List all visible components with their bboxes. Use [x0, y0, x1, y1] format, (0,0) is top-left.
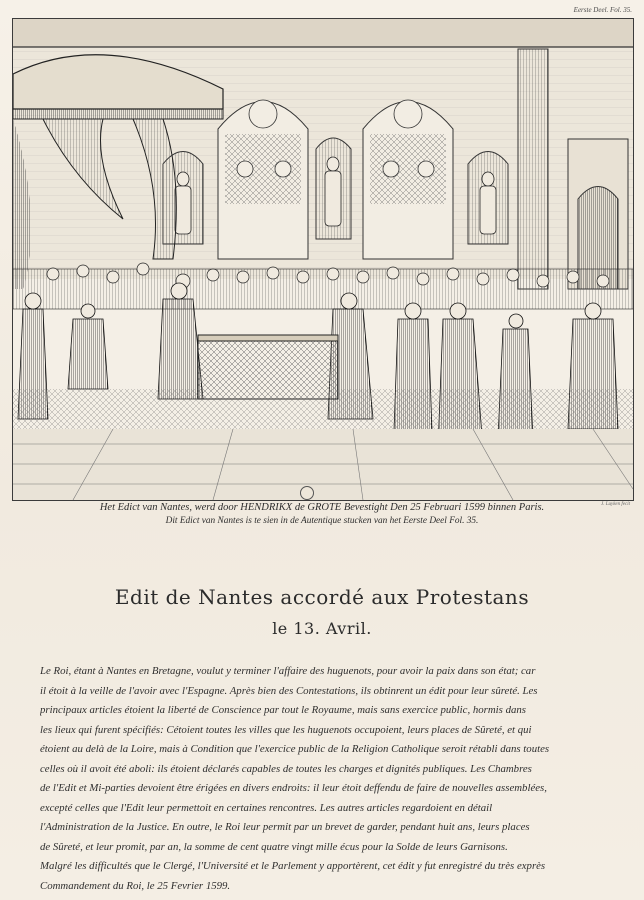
caption-line-1: Het Edict van Nantes, werd door HENDRIKX de GROTE Bevestight Den 25 Februari 1599 binnen Paris. — [99, 502, 545, 513]
engraving-illustration — [12, 18, 634, 501]
plate-reference: Eerste Deel. Fol. 35. — [573, 6, 632, 14]
body-line: il étoit à la veille de l'avoir avec l'Espagne. Après bien des Contestations, ils obtinrent un édit pour leur sûreté. Les — [40, 684, 538, 697]
body-line: les lieux qui furent spécifiés: Cétoient toutes les villes que les huguenots occupoient, leurs places de Sûreté, et qui — [40, 723, 532, 736]
body-line: Le Roi, étant à Nantes en Bretagne, voulut y terminer l'affaire des huguenots, pour avoir la paix dans son état; car — [40, 665, 536, 677]
body-line: de Sûreté, et leur promit, par an, la somme de cent quatre vingt mille écus pour la Solde de leurs Garnisons. — [40, 840, 508, 853]
body-line: excepté celles que l'Edit leur permettoit en certaines rencontres. Les autres articles regardoient en détail — [40, 801, 493, 814]
body-line: celles où il avoit été aboli: ils étoient déclarés capables de toutes les charges et dignités publiques. Les Chambres — [40, 762, 532, 775]
body-text — [40, 662, 610, 896]
caption-line-2: Dit Edict van Nantes is te sien in de Autentique stucken van het Eerste Deel Fol. 35. — [165, 516, 479, 526]
body-line: étoient au delà de la Loire, mais à Condition que l'exercice public de la Religion Catholique seroit rétabli dans toutes — [40, 743, 550, 755]
body-line: l'Administration de la Justice. En outre, le Roi leur permit par un brevet de garder, pendant huit ans, leurs places — [40, 821, 530, 833]
page-title: Edit de Nantes accordé aux Protestans — [114, 585, 530, 609]
artist-signature: J. Luyken fecit — [600, 502, 630, 507]
collection-stamp-icon — [300, 486, 314, 500]
body-line: de l'Edit et Mi-parties devoient être érigées en divers endroits: il leur étoit deffendu de faire de nouvelles assemblées, — [40, 782, 547, 794]
body-line: principaux articles étoient la liberté de Conscience par tout le Royaume, mais sans exercice public, hormis dans — [40, 704, 526, 716]
body-line: Malgré les difficultés que le Clergé, l'Université et le Parlement y apportèrent, cet édit y fut enregistré du très exprès — [40, 860, 546, 872]
body-line: Commandement du Roi, le 25 Fevrier 1599. — [40, 879, 231, 892]
page-subtitle-date: le 13. Avril. — [272, 619, 372, 638]
